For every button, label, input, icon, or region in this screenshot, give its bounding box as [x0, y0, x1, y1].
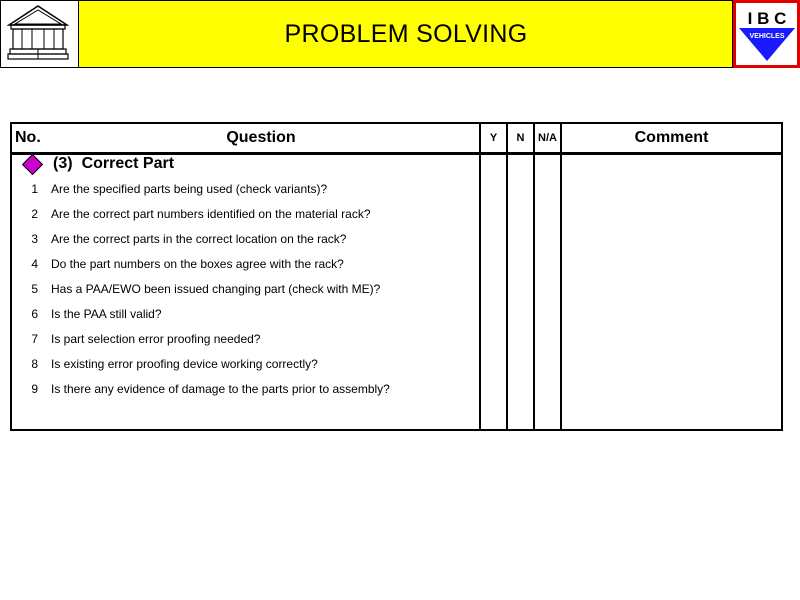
table-row [11, 282, 782, 307]
cell-n[interactable] [507, 182, 534, 207]
empty-cell [480, 407, 507, 430]
column-header-question: Question [43, 123, 480, 154]
column-header-na: N/A [534, 123, 561, 154]
cell-na[interactable] [534, 382, 561, 407]
row-number: 3 [31, 232, 38, 246]
cell-n[interactable] [507, 232, 534, 257]
cell-comment[interactable] [561, 357, 782, 382]
row-question: Has a PAA/EWO been issued changing part (check with ME)? [51, 282, 381, 296]
checklist-table [10, 122, 783, 431]
row-question: Is part selection error proofing needed? [51, 332, 261, 346]
cell-na[interactable] [534, 307, 561, 332]
diamond-icon [22, 153, 43, 174]
row-number: 8 [31, 357, 38, 371]
cell-na[interactable] [534, 182, 561, 207]
row-number: 1 [31, 182, 38, 196]
row-number: 5 [31, 282, 38, 296]
svg-text:VEHICLES: VEHICLES [749, 33, 785, 40]
cell-comment[interactable] [561, 382, 782, 407]
row-question: Is the PAA still valid? [51, 307, 162, 321]
cell-n[interactable] [507, 307, 534, 332]
cell-comment[interactable] [561, 282, 782, 307]
row-number: 6 [31, 307, 38, 321]
row-question: Are the correct parts in the correct location on the rack? [51, 232, 347, 246]
header-bar [0, 0, 733, 68]
section-title: Correct Part [81, 155, 175, 172]
house-logo [1, 1, 79, 67]
row-number: 2 [31, 207, 38, 221]
row-number: 9 [31, 382, 38, 396]
empty-cell [534, 407, 561, 430]
column-header-n: N [507, 123, 534, 154]
row-number: 7 [31, 332, 38, 346]
cell-y[interactable] [480, 307, 507, 332]
cell-y[interactable] [480, 357, 507, 382]
cell-comment[interactable] [561, 182, 782, 207]
cell-n[interactable] [507, 154, 534, 183]
section-row [11, 154, 782, 183]
cell-y[interactable] [480, 154, 507, 183]
cell-y[interactable] [480, 207, 507, 232]
svg-text:I B C: I B C [747, 9, 787, 28]
cell-na[interactable] [534, 357, 561, 382]
section-number: (3) [53, 155, 73, 172]
column-header-comment: Comment [561, 123, 782, 154]
cell-y[interactable] [480, 257, 507, 282]
row-number: 4 [31, 257, 38, 271]
row-question: Are the specified parts being used (check variants)? [51, 182, 328, 196]
cell-n[interactable] [507, 257, 534, 282]
cell-na[interactable] [534, 207, 561, 232]
cell-y[interactable] [480, 282, 507, 307]
empty-cell [11, 407, 43, 430]
cell-n[interactable] [507, 332, 534, 357]
row-question: Is existing error proofing device working correctly? [51, 357, 318, 371]
ibc-vehicles-logo [733, 0, 800, 68]
cell-na[interactable] [534, 282, 561, 307]
row-question: Is there any evidence of damage to the parts prior to assembly? [51, 382, 390, 396]
column-header-y: Y [480, 123, 507, 154]
cell-comment[interactable] [561, 232, 782, 257]
cell-n[interactable] [507, 382, 534, 407]
table-row [11, 382, 782, 407]
page-title: PROBLEM SOLVING [284, 19, 528, 48]
row-question: Do the part numbers on the boxes agree with the rack? [51, 257, 344, 271]
cell-n[interactable] [507, 357, 534, 382]
cell-na[interactable] [534, 257, 561, 282]
table-row [11, 307, 782, 332]
table-row [11, 332, 782, 357]
table-row [11, 357, 782, 382]
cell-comment[interactable] [561, 307, 782, 332]
row-question: Are the correct part numbers identified on the material rack? [51, 207, 371, 221]
cell-na[interactable] [534, 154, 561, 183]
cell-y[interactable] [480, 232, 507, 257]
table-row [11, 232, 782, 257]
cell-na[interactable] [534, 332, 561, 357]
cell-n[interactable] [507, 207, 534, 232]
cell-y[interactable] [480, 332, 507, 357]
empty-cell [561, 407, 782, 430]
filler-row [11, 407, 782, 430]
cell-y[interactable] [480, 182, 507, 207]
cell-comment[interactable] [561, 257, 782, 282]
table-row [11, 182, 782, 207]
cell-y[interactable] [480, 382, 507, 407]
house-icon [5, 3, 71, 65]
table-row [11, 207, 782, 232]
cell-comment[interactable] [561, 207, 782, 232]
section-label [12, 155, 479, 173]
cell-comment[interactable] [561, 332, 782, 357]
table-header-row [11, 123, 782, 154]
cell-comment[interactable] [561, 154, 782, 183]
table-row [11, 257, 782, 282]
cell-n[interactable] [507, 282, 534, 307]
cell-na[interactable] [534, 232, 561, 257]
empty-cell [507, 407, 534, 430]
empty-cell [43, 407, 480, 430]
column-header-no: No. [11, 123, 43, 154]
